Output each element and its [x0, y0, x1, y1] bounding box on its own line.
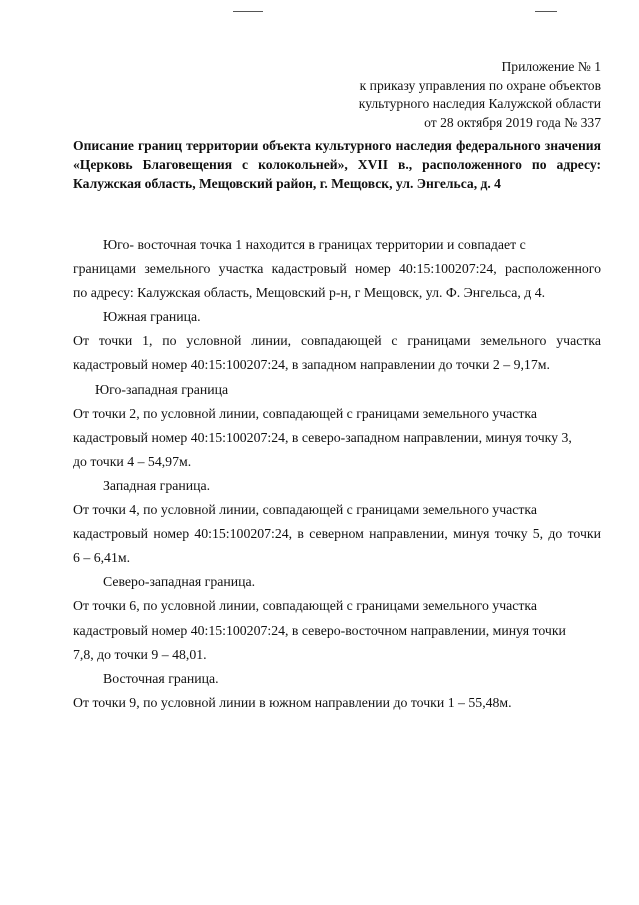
south-paragraph — [73, 329, 601, 377]
appendix-order-ref: к приказу управления по охране объектов — [359, 77, 601, 93]
southwest-line-3: до точки 4 – 54,97м. — [73, 453, 192, 469]
document-body — [73, 233, 601, 715]
northwest-line-1: От точки 6, по условной линии, совпадающей с границами земельного участка — [73, 598, 538, 614]
southwest-line-2: кадастровый номер 40:15:100207:24, в северо-западном направлении, минуя точку 3, — [73, 429, 572, 445]
west-line-1: От точки 4, по условной линии, совпадающей с границами земельного участка — [73, 502, 538, 518]
document-title: Описание границ территории объекта культурного наследия федерального значения «Церковь Благовещения с колокольней», XVII в., расположенного по адресу: Калужская область, Мещовский район, г. Мещовск, ул. Энгельса, д. 4 — [73, 138, 601, 191]
appendix-date: от 28 октября 2019 года № 337 — [424, 114, 601, 130]
southwest-heading: Юго-западная граница — [95, 381, 229, 397]
northwest-paragraph — [73, 594, 601, 666]
south-line-2: кадастровый номер 40:15:100207:24, в западном направлении до точки 2 – 9,17м. — [73, 357, 550, 373]
east-heading: Восточная граница. — [103, 670, 219, 686]
south-heading: Южная граница. — [103, 309, 201, 325]
northwest-line-3: 7,8, до точки 9 – 48,01. — [73, 646, 207, 662]
appendix-number: Приложение № 1 — [501, 59, 601, 74]
southwest-line-1: От точки 2, по условной линии, совпадающей с границами земельного участка — [73, 405, 538, 421]
west-heading: Западная граница. — [103, 477, 211, 493]
south-line-1: От точки 1, по условной линии, совпадающей с границами земельного участка — [73, 333, 601, 349]
east-paragraph — [73, 691, 601, 715]
northwest-line-2: кадастровый номер 40:15:100207:24, в северо-восточном направлении, минуя точки — [73, 622, 566, 638]
west-paragraph — [73, 498, 601, 570]
west-line-3: 6 – 6,41м. — [73, 550, 131, 566]
scan-mark-left — [233, 11, 263, 12]
intro-line-1: Юго- восточная точка 1 находится в границах территории и совпадает с — [103, 237, 526, 252]
appendix-authority: культурного наследия Калужской области — [358, 96, 601, 112]
southwest-paragraph — [73, 402, 601, 474]
scan-mark-right — [535, 11, 557, 12]
intro-paragraph — [73, 233, 601, 305]
northwest-heading: Северо-западная граница. — [103, 574, 256, 590]
west-line-2: кадастровый номер 40:15:100207:24, в северном направлении, минуя точку 5, до точки — [73, 526, 601, 542]
east-line-1: От точки 9, по условной линии в южном направлении до точки 1 – 55,48м. — [73, 694, 512, 710]
intro-line-2: границами земельного участка кадастровый номер 40:15:100207:24, расположенного — [73, 261, 601, 277]
appendix-block — [359, 58, 601, 132]
intro-line-3: по адресу: Калужская область, Мещовский р-н, г Мещовск, ул. Ф. Энгельса, д 4. — [73, 285, 546, 301]
